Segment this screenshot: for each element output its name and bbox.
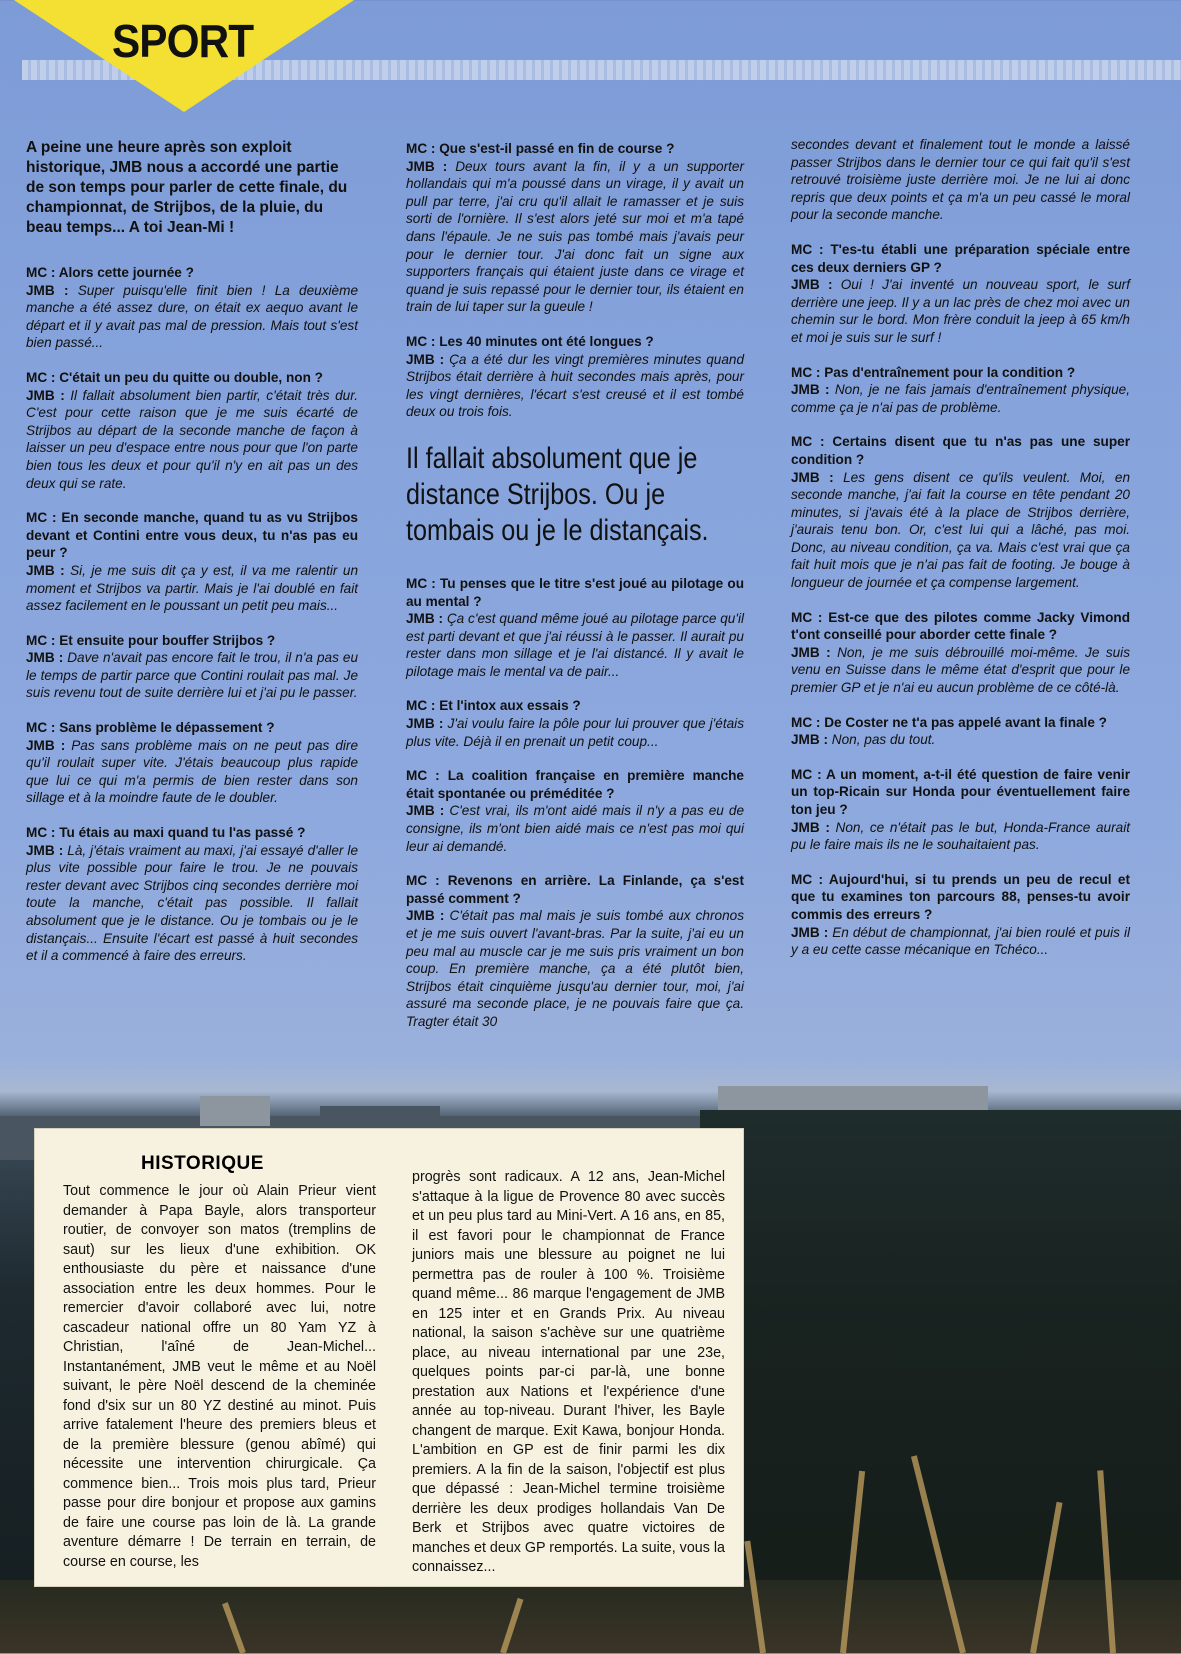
speaker-label: JMB :: [406, 351, 450, 367]
speaker-label: JMB :: [406, 158, 456, 174]
pull-quote: Il fallait absolument que je distance Strijbos. Ou je tombais ou je le distançais.: [406, 441, 709, 547]
interview-exchange: [406, 140, 744, 316]
interview-exchange: [406, 767, 744, 855]
interview-question: MC : Les 40 minutes ont été longues ?: [406, 333, 654, 349]
speaker-label: JMB :: [26, 387, 71, 403]
interview-exchange: [406, 333, 744, 421]
column-3: [791, 136, 1130, 976]
interview-question: MC : Et ensuite pour bouffer Strijbos ?: [26, 632, 276, 648]
speaker-label: JMB :: [26, 842, 68, 858]
interview-answer: Les gens disent ce qu'ils veulent. Moi, en seconde manche, j'ai fait la course en tête pendant 20 minutes, si j'avais été à la place de Strijbos derrière, j'aurais tenu bon. Or, c'est lui qui a lâché, pas moi. Donc, au niveau condition, ça va. Mais c'est vrai que ça fait huit mois que je n'ai pas fait de footing. Je bouge à longueur de journée et ça compense largement.: [791, 469, 1131, 591]
interview-question: MC : Alors cette journée ?: [26, 265, 194, 280]
speaker-label: JMB :: [406, 908, 450, 924]
interview-answer: Pas sans problème mais on ne peut pas dire qu'il roulait super vite. J'étais beaucoup plus rapide que lui ce qui m'a permis de bien rester dans son sillage et à la moindre faute de le doubler.: [26, 737, 359, 806]
interview-exchange: [26, 632, 358, 702]
speaker-label: JMB :: [791, 277, 841, 293]
interview-answer: Non, pas du tout.: [831, 732, 936, 748]
speaker-label: JMB :: [791, 732, 832, 748]
continued-answer: secondes devant et finalement tout le monde a laissé passer Strijbos dans le dernier tour ce qui fait qu'il s'est retrouvé troisième juste derrière moi. Je ne lui ai donc repris que deux points et ça m'a un peu cassé le moral pour la seconde manche.: [791, 137, 1130, 223]
speaker-label: JMB :: [791, 644, 838, 660]
interview-question: MC : A un moment, a-t-il été question de faire venir un top-Ricain sur Honda pour éventuellement faire ton jeu ?: [791, 766, 1130, 817]
interview-exchange: [406, 697, 744, 750]
interview-exchange: [791, 433, 1130, 591]
interview-answer: Il fallait absolument bien partir, c'était très dur. C'est pour cette raison que je me suis écarté de Strijbos au départ de la seconde manche de façon à laisser un peu d'espace entre nous pour que l'on parte bien tous les deux et pour qu'il n'y en ait pas un des deux qui se rate.: [26, 387, 358, 491]
interview-question: MC : La coalition française en première manche était spontanée ou préméditée ?: [406, 768, 744, 801]
interview-exchange: [26, 369, 358, 492]
interview-answer: Oui ! J'ai inventé un nouveau sport, le surf derrière une jeep. Il y a un lac près de chez moi avec un chemin sur le bord. Mon frère conduit la jeep à 65 km/h et moi je suis sur le surf !: [791, 277, 1130, 345]
interview-question: MC : Tu étais au maxi quand tu l'as passé ?: [26, 825, 306, 841]
historique-title: HISTORIQUE: [141, 1153, 264, 1174]
column-2: [406, 140, 744, 1048]
interview-list: [406, 140, 744, 421]
interview-exchange: [406, 872, 744, 1030]
interview-answer: Là, j'étais vraiment au maxi, j'ai essayé d'aller le plus vite possible pour faire le trou. Je ne pouvais rester devant avec Strijbos cinq secondes derrière moi toute la manche, c'était pas possible. Il fallait absolument que je le distance. Ou je tombais ou je le distançais... Ensuite l'écart est passé à huit secondes et il a commencé à faire des erreurs.: [26, 842, 359, 964]
interview-question: MC : Sans problème le dépassement ?: [26, 720, 275, 736]
column-1: [26, 138, 358, 982]
speaker-label: JMB :: [791, 924, 833, 940]
interview-question: MC : C'était un peu du quitte ou double, non ?: [26, 369, 323, 385]
interview-list: [406, 575, 744, 1031]
interview-exchange: [791, 766, 1130, 854]
section-title: SPORT: [112, 15, 254, 67]
speaker-label: JMB :: [406, 611, 447, 627]
speaker-label: JMB :: [406, 716, 448, 732]
interview-exchange: [791, 714, 1130, 749]
interview-answer: Si, je me suis dit ça y est, il va me ralentir un moment et Strijbos va partir. Mais je l'ai doublé en fait assez facilement en le poussant un petit peu mais...: [26, 562, 359, 614]
interview-exchange: [791, 364, 1130, 417]
interview-exchange: [26, 824, 358, 965]
interview-question: MC : Que s'est-il passé en fin de course ?: [406, 141, 675, 156]
historique-box: [34, 1128, 744, 1587]
speaker-label: JMB :: [406, 803, 450, 819]
interview-answer: J'ai voulu faire la pôle pour lui prouver que j'étais plus vite. Déjà il en prenait un petit coup...: [406, 716, 744, 749]
interview-question: MC : Est-ce que des pilotes comme Jacky Vimond t'ont conseillé pour aborder cette finale ?: [791, 609, 1130, 643]
speaker-label: JMB :: [791, 469, 844, 485]
interview-answer: C'était pas mal mais je suis tombé aux chronos et je me suis ouvert l'avant-bras. Par la suite, j'ai eu un peu mal au muscle car je me suis pris vraiment un bon coup. En première manche, ça a été plutôt bien, Strijbos était cinquième jusqu'au dernier tour, moi, j'ai assuré ma seconde place, je ne pouvais faire que ça. Tragter était 30: [406, 908, 744, 1029]
interview-question: MC : Et l'intox aux essais ?: [406, 698, 581, 714]
interview-question: MC : T'es-tu établi une préparation spéciale entre ces deux derniers GP ?: [791, 241, 1130, 275]
speaker-label: JMB :: [791, 819, 836, 835]
interview-question: MC : Pas d'entraînement pour la condition ?: [791, 364, 1076, 380]
interview-exchange: [791, 871, 1130, 959]
speaker-label: JMB :: [791, 382, 835, 398]
interview-list: [26, 264, 358, 965]
interview-answer: C'est vrai, ils m'ont aidé mais il n'y a pas eu de consigne, ils m'ont bien aidé mais ce n'est pas moi qui leur ai demandé.: [406, 803, 745, 854]
interview-exchange: [26, 509, 358, 615]
interview-question: MC : Tu penses que le titre s'est joué au pilotage ou au mental ?: [406, 575, 744, 609]
interview-list: [791, 241, 1130, 959]
speaker-label: JMB :: [26, 562, 71, 578]
interview-answer: Ça c'est quand même joué au pilotage parce qu'il est parti devant et que j'ai réussi à le passer. Il aurait pu rester dans mon sillage et je l'ai distancé. Il y avait le pilotage mais le mental va de pair...: [406, 611, 745, 679]
interview-answer: Non, ce n'était pas le but, Honda-France aurait pu le faire mais ils ne le souhaitaient pas.: [791, 819, 1130, 853]
interview-question: MC : Certains disent que tu n'as pas une super condition ?: [791, 434, 1130, 467]
interview-exchange: [26, 264, 358, 352]
speaker-label: JMB :: [26, 737, 72, 753]
interview-question: MC : Aujourd'hui, si tu prends un peu de recul et que tu examines ton parcours 88, penses-tu avoir commis des erreurs ?: [791, 871, 1130, 922]
speaker-label: JMB :: [26, 282, 78, 298]
interview-answer: Super puisqu'elle finit bien ! La deuxième manche a été assez dure, on était ex aequo avant le départ et il y avait pas mal de pression. Mais tout s'est bien passé...: [26, 282, 359, 351]
interview-exchange: [26, 719, 358, 807]
interview-answer: Dave n'avait pas encore fait le trou, il n'a pas eu le temps de partir parce que Contini roulait pas mal. Je suis revenu tout de suite derrière lui et j'ai pu le passer.: [26, 650, 359, 701]
speaker-label: JMB :: [26, 650, 68, 666]
interview-answer: En début de championnat, j'ai bien roulé et puis il y a eu cette casse mécanique en Tchéco...: [791, 924, 1130, 958]
interview-question: MC : En seconde manche, quand tu as vu Strijbos devant et Contini entre vous deux, tu n'as pas eu peur ?: [26, 510, 358, 561]
interview-question: MC : De Coster ne t'a pas appelé avant la finale ?: [791, 714, 1107, 730]
interview-exchange: [791, 241, 1130, 347]
grass-foreground: [0, 1580, 1181, 1653]
interview-answer: Non, je ne fais jamais d'entraînement physique, comme ça je n'ai pas de problème.: [791, 382, 1130, 415]
intro-paragraph: A peine une heure après son exploit historique, JMB nous a accordé une partie de son temps pour parler de cette finale, du championnat, de Strijbos, de la pluie, du beau temps... A toi Jean-Mi !: [26, 139, 348, 236]
interview-answer: Deux tours avant la fin, il y a un supporter hollandais qui m'a poussé dans un virage, il y avait un pull par terre, j'ai cru qu'il allait le ramasser et je suis sorti de l'ornière. Il s'est alors jeté sur moi et m'a tapé dans l'épaule. Je ne suis pas tombé mais j'avais peur pour le dernier tour. J'ai donc fait un signe aux supporters français qui étaient juste dans ce virage et quand je suis repassé pour le dernier tour, ils étaient en train de lui taper sur la gueule !: [406, 158, 744, 315]
historique-column-1: Tout commence le jour où Alain Prieur vient demander à Papa Bayle, alors transporteur routier, de convoyer son matos (tremplins de saut) sur les lieux d'une exhibition. OK enthousiaste du père et naissance d'une association entre les deux hommes. Pour le remercier d'avoir collaboré avec lui, notre cascadeur national offre un 80 Yam YZ à Christian, l'aîné de Jean-Michel... Instantanément, JMB veut le même et au Noël suivant, le père Noël descend de la cheminée fond d'six sur un 80 YZ destiné au minot. Puis arrive fatalement l'heure des premiers bleus et de la première blessure (genou abîmé) qui nécessite une intervention chirurgicale. Ça commence bien... Trois mois plus tard, Prieur passe pour dire bonjour et propose aux gamins de faire une course pas loin de là. La grande aventure démarre ! De terrain en terrain, de course en course, les: [63, 1183, 376, 1570]
interview-answer: Non, je me suis débrouillé moi-même. Je suis venu en Suisse dans le même état d'esprit que pour le premier GP et je n'ai eu aucun problème de ce côté-là.: [791, 644, 1130, 696]
interview-exchange: [406, 575, 744, 681]
interview-exchange: [791, 609, 1130, 697]
interview-question: MC : Revenons en arrière. La Finlande, ça s'est passé comment ?: [406, 873, 744, 906]
interview-answer: Ça a été dur les vingt premières minutes quand Strijbos était derrière à huit secondes mais après, pour les vingt dernières, l'écart s'est creusé et il est tombé deux ou trois fois.: [406, 351, 745, 420]
historique-column-2: progrès sont radicaux. A 12 ans, Jean-Michel s'attaque à la ligue de Provence 80 avec succès et un peu plus tard au Mini-Vert. A 16 ans, en 85, il est favori pour le championnat de France juniors mais une blessure au poignet ne lui permettra pas de rouler à 100 %. Troisième quand même... 86 marque l'engagement de JMB en 125 inter et en Grands Prix. Au niveau national, la saison s'achève sur une quatrième place, au niveau international par une 23e, quelques points par-ci par-là, une bonne prestation aux Nations et l'expérience d'une année au top-niveau. Durant l'hiver, les Bayle changent de marque. Exit Kawa, bonjour Honda. L'ambition en GP est de finir parmi les dix premiers. A la fin de la saison, l'objectif est plus que dépassé : Jean-Michel termine troisième derrière les deux prodiges hollandais Van De Berk et Strijbos avec quatre victoires de manches et deux GP remportés. La suite, vous la connaissez...: [412, 1169, 725, 1575]
